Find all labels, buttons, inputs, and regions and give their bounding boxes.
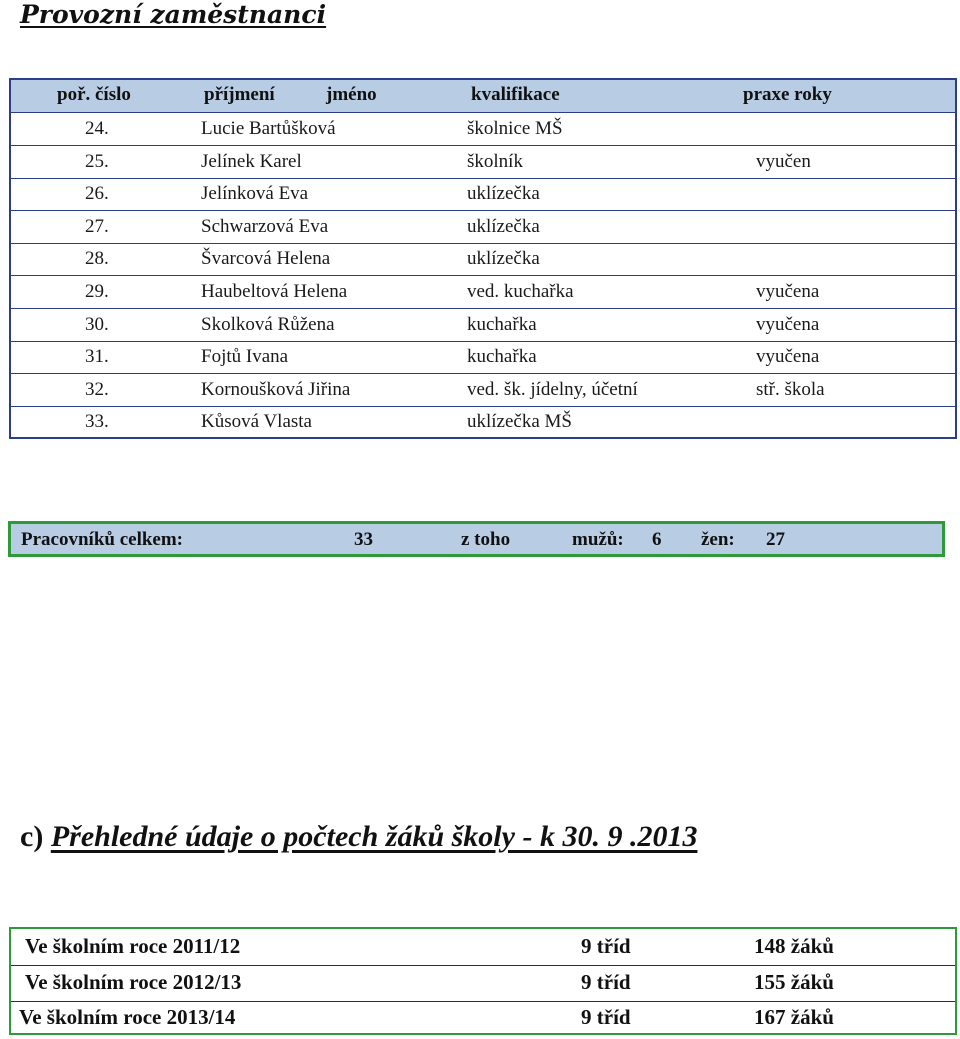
summary-total: 33 [354, 529, 373, 550]
staff-role: uklízečka [467, 183, 540, 205]
staff-row [11, 406, 955, 438]
staff-number: 25. [85, 150, 109, 172]
pupils-row [11, 929, 955, 966]
school-year: Ve školním roce 2011/12 [25, 934, 241, 958]
staff-table-body [11, 113, 955, 437]
staff-row [11, 374, 955, 407]
staff-name: Lucie Bartůšková [201, 118, 336, 139]
staff-role: uklízečka MŠ [467, 411, 573, 433]
staff-number: 29. [85, 281, 109, 302]
pupil-count: 148 žáků [754, 934, 834, 958]
staff-table-header [11, 80, 955, 113]
staff-education: vyučena [756, 281, 820, 302]
pupil-count: 167 žáků [754, 1005, 834, 1030]
staff-number: 32. [85, 378, 109, 400]
class-count: 9 tříd [581, 934, 631, 958]
staff-name: Švarcová Helena [201, 248, 331, 270]
staff-number: 30. [85, 313, 109, 335]
header-name: jméno [326, 84, 377, 105]
staff-name: Skolková Růžena [201, 313, 335, 335]
class-count: 9 tříd [581, 969, 631, 994]
staff-name: Haubeltová Helena [201, 281, 348, 302]
staff-name: Jelínková Eva [201, 183, 309, 205]
staff-row [11, 211, 955, 244]
staff-row [11, 146, 955, 179]
staff-role: ved. šk. jídelny, účetní [467, 378, 638, 400]
staff-row [11, 276, 955, 309]
staff-section-title: Provozní zaměstnanci [20, 0, 327, 29]
pupils-section-prefix: c) [20, 820, 44, 853]
pupils-row [11, 965, 955, 1002]
staff-role: školník [467, 150, 523, 172]
staff-row [11, 113, 955, 146]
staff-row [11, 341, 955, 374]
staff-role: školnice MŠ [467, 118, 563, 139]
staff-role: uklízečka [467, 248, 540, 270]
summary-men-label: mužů: [572, 529, 624, 550]
staff-number: 28. [85, 248, 109, 270]
summary-of-which: z toho [461, 529, 511, 550]
summary-women-label: žen: [701, 529, 735, 550]
staff-name: Schwarzová Eva [201, 215, 329, 237]
staff-number: 33. [85, 411, 109, 433]
staff-row [11, 178, 955, 211]
summary-men: 6 [652, 529, 662, 550]
staff-name: Kůsová Vlasta [201, 411, 312, 433]
pupils-row [11, 1000, 955, 1036]
staff-education: vyučena [756, 313, 820, 335]
staff-education: stř. škola [756, 378, 825, 400]
header-surname: příjmení [204, 84, 275, 105]
pupils-table [9, 927, 957, 1035]
staff-summary-bar [8, 521, 945, 557]
summary-label: Pracovníků celkem: [21, 529, 184, 550]
pupil-count: 155 žáků [754, 969, 834, 994]
header-number: poř. číslo [57, 84, 131, 105]
staff-education: vyučena [756, 346, 820, 368]
staff-number: 31. [85, 346, 109, 368]
staff-name: Fojtů Ivana [201, 346, 289, 368]
staff-name: Kornoušková Jiřina [201, 378, 351, 400]
summary-women: 27 [766, 529, 785, 550]
staff-role: uklízečka [467, 215, 540, 237]
staff-name: Jelínek Karel [201, 150, 302, 172]
staff-table [9, 78, 957, 439]
staff-row [11, 243, 955, 276]
school-year: Ve školním roce 2012/13 [25, 969, 242, 994]
header-practice: praxe roky [743, 84, 832, 105]
staff-number: 27. [85, 215, 109, 237]
staff-education: vyučen [756, 150, 811, 172]
school-year: Ve školním roce 2013/14 [19, 1005, 236, 1030]
pupils-table-body [11, 929, 955, 1033]
class-count: 9 tříd [581, 1005, 631, 1030]
staff-number: 24. [85, 118, 109, 139]
staff-row [11, 309, 955, 342]
staff-role: kuchařka [467, 346, 537, 368]
pupils-section-heading [20, 820, 697, 854]
staff-role: kuchařka [467, 313, 537, 335]
pupils-section-title: Přehledné údaje o počtech žáků školy - k 30. 9 .2013 [50, 820, 698, 853]
staff-role: ved. kuchařka [467, 281, 574, 302]
staff-number: 26. [85, 183, 109, 205]
header-qualification: kvalifikace [471, 84, 560, 105]
